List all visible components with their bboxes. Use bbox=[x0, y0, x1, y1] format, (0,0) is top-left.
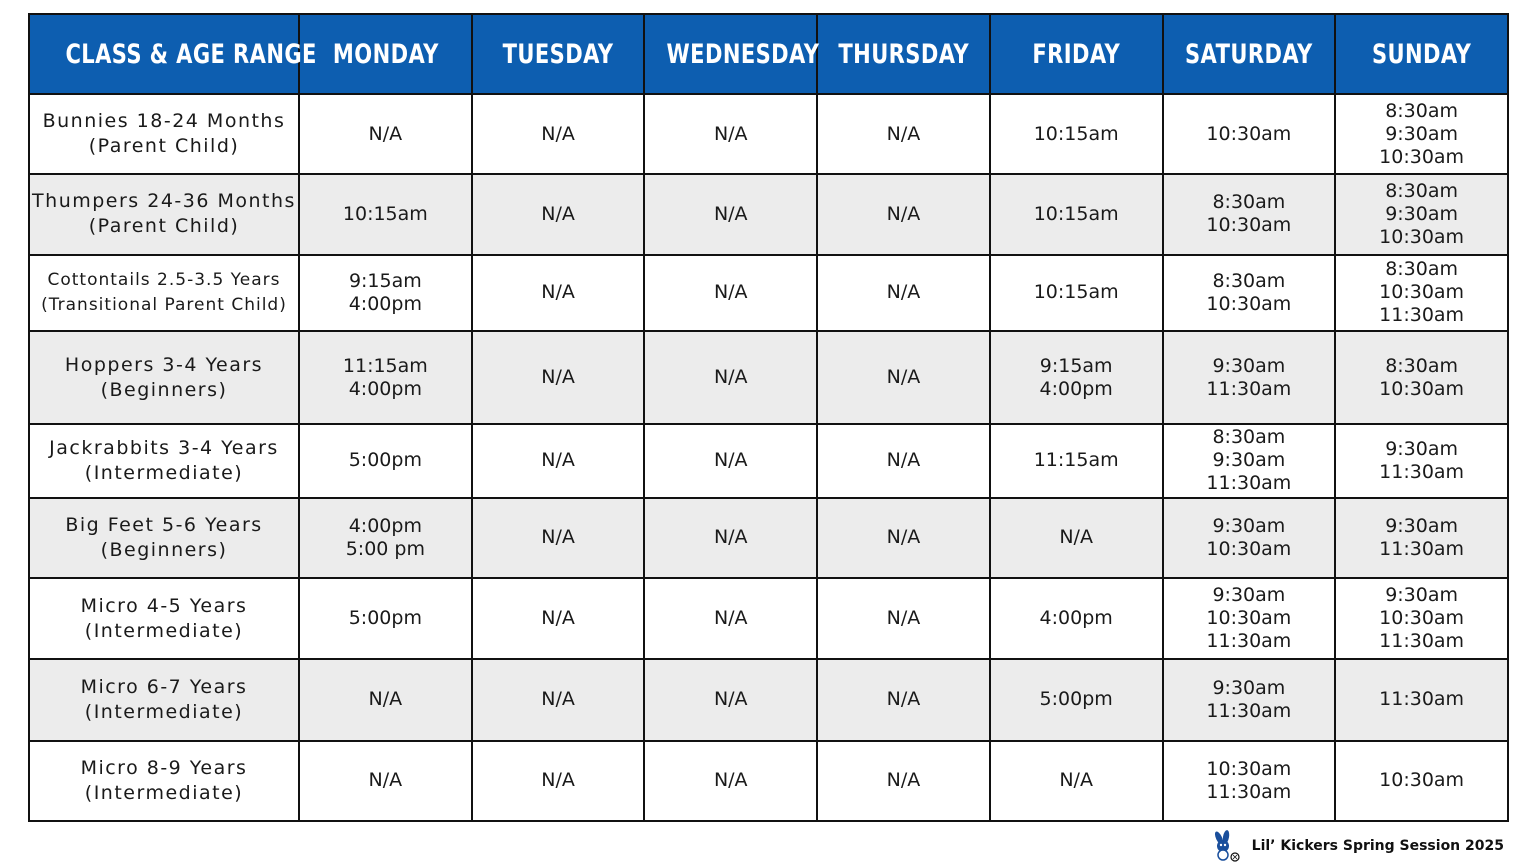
time-cell-monday bbox=[299, 578, 472, 659]
class-name-cell bbox=[29, 498, 299, 578]
time-slot: 8:30am bbox=[1212, 426, 1286, 449]
time-cell-wednesday bbox=[644, 424, 817, 497]
time-cell-tuesday bbox=[472, 331, 645, 424]
time-cell-saturday bbox=[1163, 659, 1336, 740]
time-slot: N/A bbox=[541, 769, 575, 792]
time-cell-saturday bbox=[1163, 741, 1336, 821]
time-cell-monday bbox=[299, 255, 472, 331]
time-cell-friday bbox=[990, 578, 1163, 659]
time-slot: 10:30am bbox=[1379, 769, 1465, 792]
time-cell-monday bbox=[299, 94, 472, 174]
time-slot: 11:30am bbox=[1206, 630, 1292, 653]
class-name: Thumpers 24-36 Months bbox=[32, 190, 296, 213]
time-slot: 11:30am bbox=[1379, 537, 1465, 560]
class-level: (Intermediate) bbox=[84, 700, 244, 723]
time-slot: N/A bbox=[541, 449, 575, 472]
time-slot: 4:00pm bbox=[1039, 377, 1113, 400]
table-row bbox=[29, 94, 1508, 174]
time-cell-friday bbox=[990, 174, 1163, 254]
class-name-cell bbox=[29, 174, 299, 254]
class-name-cell bbox=[29, 741, 299, 821]
time-cell-monday bbox=[299, 659, 472, 740]
time-cell-sunday bbox=[1335, 578, 1508, 659]
time-slot: 11:15am bbox=[1033, 449, 1119, 472]
class-name-cell bbox=[29, 424, 299, 497]
time-cell-wednesday bbox=[644, 578, 817, 659]
time-slot: 9:30am bbox=[1212, 514, 1286, 537]
time-cell-saturday bbox=[1163, 174, 1336, 254]
time-slot: 10:30am bbox=[1379, 377, 1465, 400]
time-slot: N/A bbox=[713, 202, 748, 225]
time-cell-wednesday bbox=[644, 255, 817, 331]
time-slot: N/A bbox=[886, 449, 921, 472]
table-row bbox=[29, 255, 1508, 331]
time-cell-sunday bbox=[1335, 659, 1508, 740]
time-slot: 4:00pm bbox=[348, 514, 422, 537]
time-slot: 10:30am bbox=[1379, 145, 1465, 168]
time-slot: 10:30am bbox=[1379, 281, 1465, 304]
time-slot: N/A bbox=[368, 122, 403, 145]
time-cell-monday bbox=[299, 741, 472, 821]
time-cell-saturday bbox=[1163, 498, 1336, 578]
header-row bbox=[29, 14, 1508, 94]
class-level: (Beginners) bbox=[100, 538, 228, 561]
time-cell-monday bbox=[299, 174, 472, 254]
time-slot: 8:30am bbox=[1212, 191, 1286, 214]
time-cell-sunday bbox=[1335, 741, 1508, 821]
time-cell-tuesday bbox=[472, 741, 645, 821]
class-name-cell bbox=[29, 255, 299, 331]
class-name: Bunnies 18-24 Months bbox=[42, 110, 286, 133]
time-cell-wednesday bbox=[644, 659, 817, 740]
time-slot: N/A bbox=[368, 688, 403, 711]
class-level: (Beginners) bbox=[100, 378, 228, 401]
time-slot: N/A bbox=[541, 122, 575, 145]
table-row bbox=[29, 424, 1508, 497]
time-slot: 11:30am bbox=[1206, 377, 1292, 400]
time-cell-friday bbox=[990, 94, 1163, 174]
time-slot: N/A bbox=[1059, 526, 1093, 549]
class-name: Micro 6-7 Years bbox=[80, 675, 248, 698]
time-cell-thursday bbox=[817, 331, 990, 424]
time-slot: 9:15am bbox=[348, 269, 422, 292]
class-name: Micro 8-9 Years bbox=[80, 756, 248, 779]
time-cell-saturday bbox=[1163, 94, 1336, 174]
time-cell-thursday bbox=[817, 424, 990, 497]
time-slot: N/A bbox=[713, 526, 748, 549]
time-slot: N/A bbox=[368, 769, 403, 792]
time-cell-wednesday bbox=[644, 174, 817, 254]
time-cell-saturday bbox=[1163, 331, 1336, 424]
class-name-cell bbox=[29, 659, 299, 740]
class-level: (Intermediate) bbox=[84, 619, 244, 642]
time-slot: N/A bbox=[1059, 769, 1093, 792]
time-cell-saturday bbox=[1163, 255, 1336, 331]
time-cell-thursday bbox=[817, 659, 990, 740]
time-slot: 10:30am bbox=[1206, 292, 1292, 315]
time-slot: 11:30am bbox=[1206, 780, 1292, 803]
time-cell-sunday bbox=[1335, 331, 1508, 424]
class-name: Hoppers 3-4 Years bbox=[64, 353, 264, 376]
time-slot: 9:30am bbox=[1212, 584, 1286, 607]
time-slot: N/A bbox=[713, 607, 748, 630]
footer-text: Lil’ Kickers Spring Session 2025 bbox=[1251, 838, 1504, 854]
time-cell-friday bbox=[990, 498, 1163, 578]
time-slot: N/A bbox=[886, 607, 921, 630]
time-slot: 4:00pm bbox=[1039, 607, 1113, 630]
time-slot: 10:30am bbox=[1206, 757, 1292, 780]
class-level: (Intermediate) bbox=[84, 461, 244, 484]
class-name: Micro 4-5 Years bbox=[80, 594, 248, 617]
table-row bbox=[29, 331, 1508, 424]
time-slot: 10:15am bbox=[342, 202, 428, 225]
time-slot: 11:30am bbox=[1379, 630, 1465, 653]
time-cell-sunday bbox=[1335, 174, 1508, 254]
class-level: (Parent Child) bbox=[88, 135, 240, 158]
time-cell-sunday bbox=[1335, 255, 1508, 331]
header-tuesday: TUESDAY bbox=[472, 14, 645, 94]
time-cell-thursday bbox=[817, 498, 990, 578]
time-cell-tuesday bbox=[472, 498, 645, 578]
header-thursday: THURSDAY bbox=[817, 14, 990, 94]
time-cell-wednesday bbox=[644, 498, 817, 578]
class-name: Jackrabbits 3-4 Years bbox=[49, 436, 279, 459]
class-level: (Parent Child) bbox=[88, 215, 240, 238]
time-slot: N/A bbox=[886, 281, 921, 304]
time-slot: 10:30am bbox=[1379, 225, 1465, 248]
time-slot: N/A bbox=[541, 281, 575, 304]
time-slot: N/A bbox=[886, 122, 921, 145]
time-slot: N/A bbox=[713, 688, 748, 711]
time-slot: 11:15am bbox=[342, 354, 428, 377]
time-cell-sunday bbox=[1335, 94, 1508, 174]
time-slot: 10:15am bbox=[1033, 202, 1119, 225]
time-slot: N/A bbox=[713, 769, 748, 792]
time-cell-saturday bbox=[1163, 424, 1336, 497]
time-cell-tuesday bbox=[472, 94, 645, 174]
header-saturday: SATURDAY bbox=[1163, 14, 1336, 94]
time-cell-thursday bbox=[817, 94, 990, 174]
time-slot: 10:30am bbox=[1206, 607, 1292, 630]
time-slot: 10:30am bbox=[1206, 122, 1292, 145]
time-cell-monday bbox=[299, 498, 472, 578]
time-cell-saturday bbox=[1163, 578, 1336, 659]
time-slot: N/A bbox=[713, 122, 748, 145]
time-slot: N/A bbox=[886, 769, 921, 792]
footer bbox=[1206, 830, 1504, 862]
class-name: Cottontails 2.5-3.5 Years bbox=[47, 269, 281, 290]
time-cell-friday bbox=[990, 741, 1163, 821]
time-slot: 10:30am bbox=[1206, 537, 1292, 560]
time-slot: N/A bbox=[541, 202, 575, 225]
time-slot: 9:30am bbox=[1212, 676, 1286, 699]
class-name-cell bbox=[29, 578, 299, 659]
time-slot: N/A bbox=[713, 449, 748, 472]
time-slot: N/A bbox=[886, 366, 921, 389]
header-sunday: SUNDAY bbox=[1335, 14, 1508, 94]
table-row bbox=[29, 174, 1508, 254]
time-slot: N/A bbox=[713, 281, 748, 304]
time-cell-tuesday bbox=[472, 174, 645, 254]
table-row bbox=[29, 659, 1508, 740]
time-cell-monday bbox=[299, 331, 472, 424]
time-cell-wednesday bbox=[644, 331, 817, 424]
schedule-table bbox=[28, 13, 1509, 822]
time-cell-tuesday bbox=[472, 578, 645, 659]
time-cell-sunday bbox=[1335, 424, 1508, 497]
class-level: (Transitional Parent Child) bbox=[41, 294, 287, 315]
time-slot: 9:30am bbox=[1212, 449, 1286, 472]
class-level: (Intermediate) bbox=[84, 781, 244, 804]
time-cell-monday bbox=[299, 424, 472, 497]
time-cell-wednesday bbox=[644, 94, 817, 174]
time-cell-wednesday bbox=[644, 741, 817, 821]
time-slot: 11:30am bbox=[1379, 304, 1465, 327]
time-slot: N/A bbox=[886, 526, 921, 549]
time-slot: 5:00pm bbox=[348, 449, 422, 472]
time-slot: N/A bbox=[541, 688, 575, 711]
time-slot: 9:30am bbox=[1385, 122, 1459, 145]
time-slot: 9:30am bbox=[1385, 202, 1459, 225]
time-cell-thursday bbox=[817, 741, 990, 821]
table-row bbox=[29, 578, 1508, 659]
time-slot: 4:00pm bbox=[348, 377, 422, 400]
time-slot: 9:30am bbox=[1385, 514, 1459, 537]
time-slot: 5:00pm bbox=[1039, 688, 1113, 711]
time-slot: 11:30am bbox=[1206, 472, 1292, 495]
time-cell-friday bbox=[990, 255, 1163, 331]
time-slot: 9:30am bbox=[1385, 437, 1459, 460]
class-name-cell bbox=[29, 94, 299, 174]
time-slot: 9:30am bbox=[1212, 354, 1286, 377]
time-cell-thursday bbox=[817, 255, 990, 331]
time-slot: 9:15am bbox=[1039, 354, 1113, 377]
header-monday: MONDAY bbox=[299, 14, 472, 94]
time-cell-tuesday bbox=[472, 659, 645, 740]
time-cell-thursday bbox=[817, 578, 990, 659]
time-slot: 11:30am bbox=[1206, 699, 1292, 722]
table-row bbox=[29, 741, 1508, 821]
time-cell-tuesday bbox=[472, 255, 645, 331]
time-cell-friday bbox=[990, 331, 1163, 424]
time-slot: 10:15am bbox=[1033, 281, 1119, 304]
header-friday: FRIDAY bbox=[990, 14, 1163, 94]
time-slot: N/A bbox=[541, 526, 575, 549]
time-slot: 9:30am bbox=[1385, 584, 1459, 607]
time-slot: N/A bbox=[886, 202, 921, 225]
time-slot: 4:00pm bbox=[348, 292, 422, 315]
class-name: Big Feet 5-6 Years bbox=[65, 513, 263, 536]
class-name-cell bbox=[29, 331, 299, 424]
time-slot: N/A bbox=[541, 366, 575, 389]
time-slot: 8:30am bbox=[1385, 354, 1459, 377]
time-cell-tuesday bbox=[472, 424, 645, 497]
header-wednesday: WEDNESDAY bbox=[644, 14, 817, 94]
time-slot: 11:30am bbox=[1379, 688, 1465, 711]
time-slot: 10:15am bbox=[1033, 122, 1119, 145]
time-slot: 8:30am bbox=[1212, 269, 1286, 292]
time-cell-friday bbox=[990, 659, 1163, 740]
time-slot: 11:30am bbox=[1379, 460, 1465, 483]
rabbit-mascot-icon bbox=[1206, 830, 1242, 862]
header-class-age-range: CLASS & AGE RANGE bbox=[29, 14, 299, 94]
time-slot: 8:30am bbox=[1385, 99, 1459, 122]
table-row bbox=[29, 498, 1508, 578]
time-slot: N/A bbox=[541, 607, 575, 630]
time-cell-thursday bbox=[817, 174, 990, 254]
time-slot: 10:30am bbox=[1206, 214, 1292, 237]
time-cell-friday bbox=[990, 424, 1163, 497]
time-slot: 10:30am bbox=[1379, 607, 1465, 630]
time-slot: N/A bbox=[713, 366, 748, 389]
time-cell-sunday bbox=[1335, 498, 1508, 578]
time-slot: 8:30am bbox=[1385, 179, 1459, 202]
time-slot: N/A bbox=[886, 688, 921, 711]
time-slot: 5:00 pm bbox=[345, 537, 425, 560]
time-slot: 5:00pm bbox=[348, 607, 422, 630]
time-slot: 8:30am bbox=[1385, 258, 1459, 281]
